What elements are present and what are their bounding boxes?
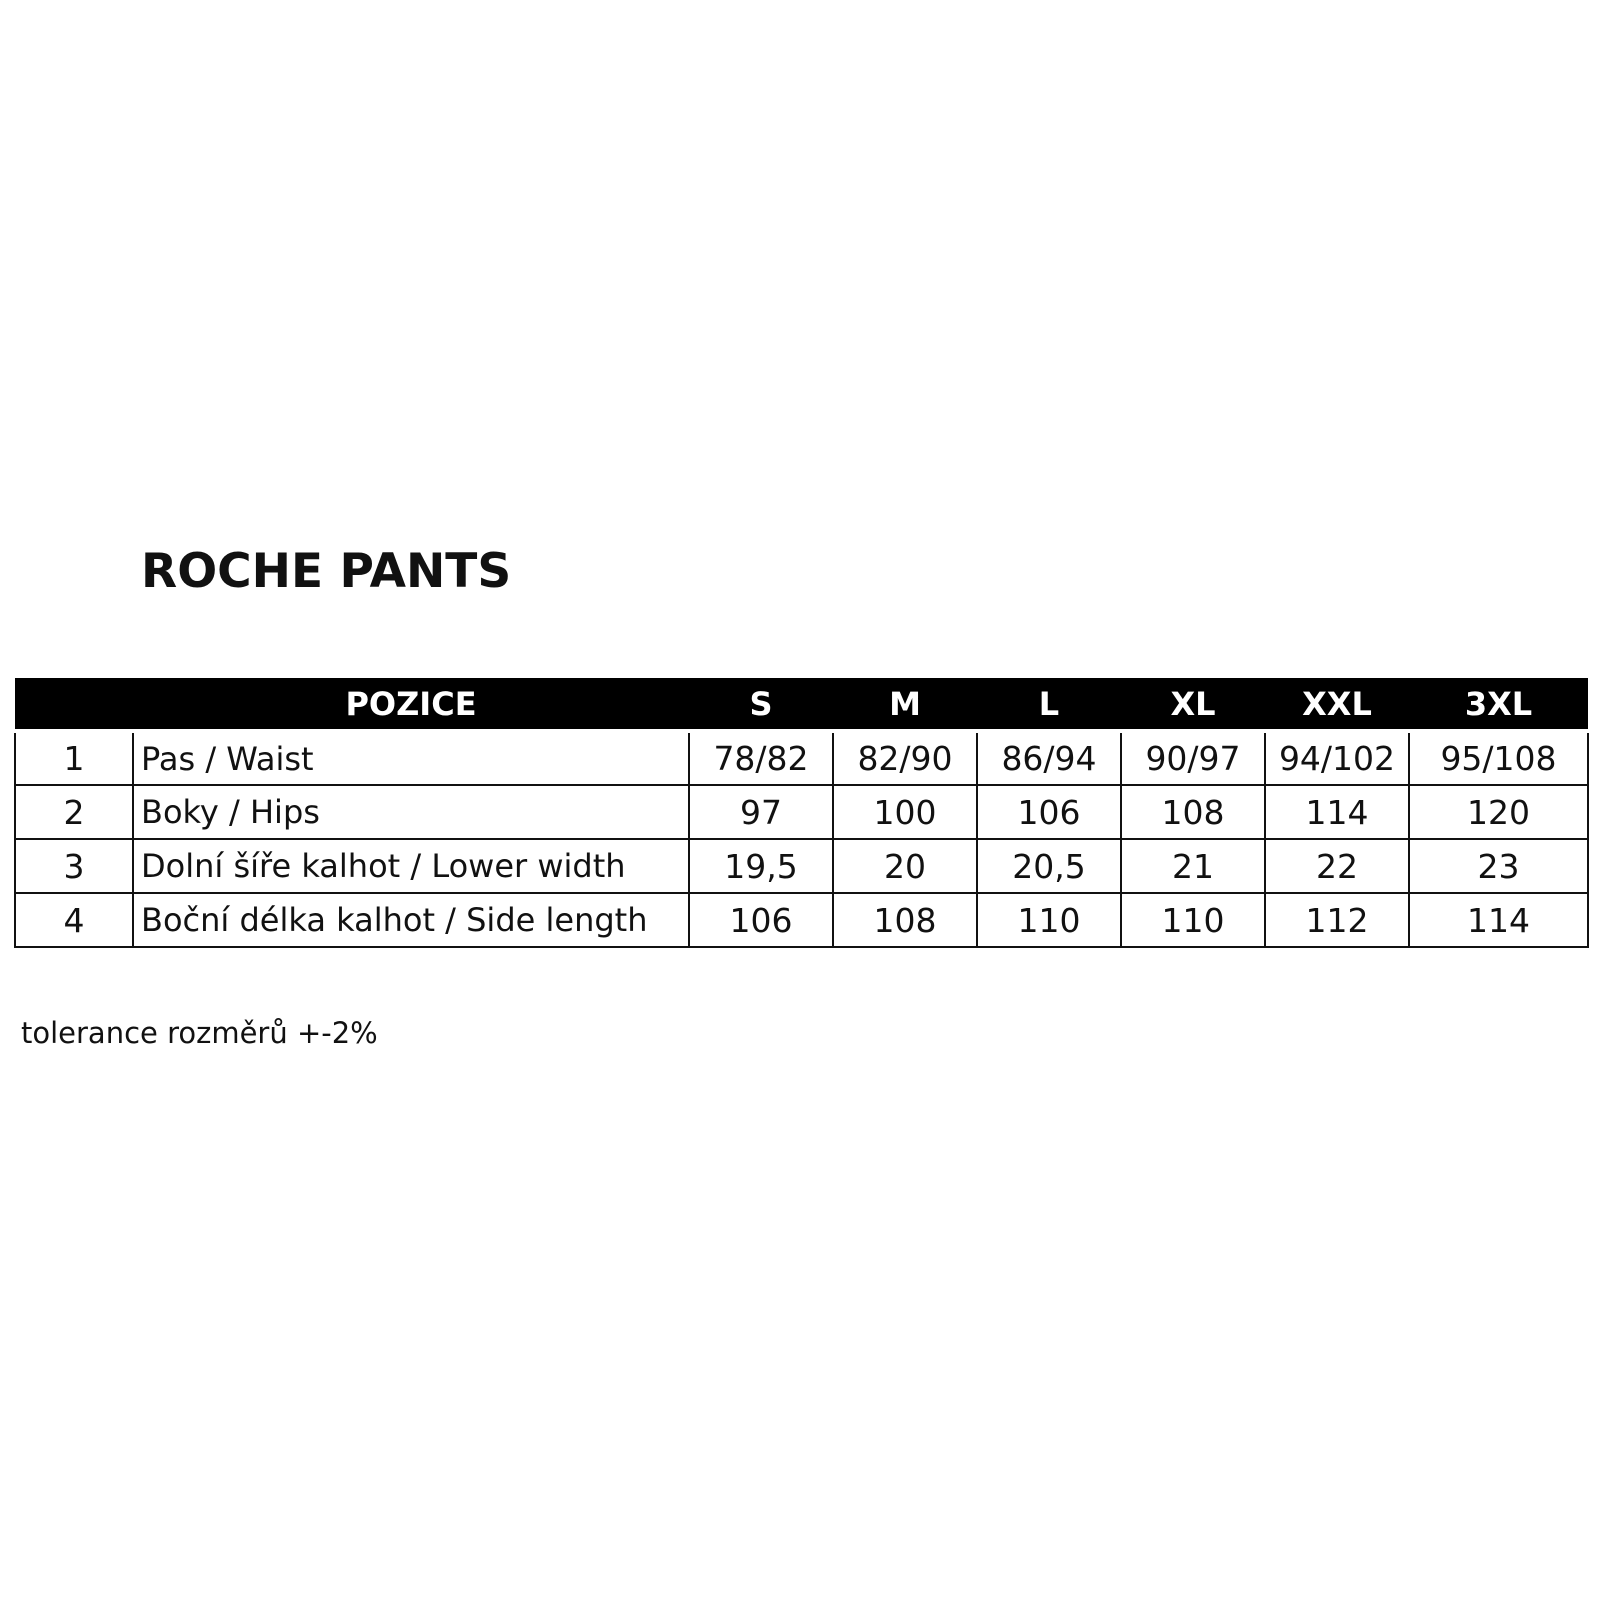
cell-m: 108 xyxy=(833,893,977,947)
cell-s: 78/82 xyxy=(689,731,833,785)
cell-l: 110 xyxy=(977,893,1121,947)
row-position: Boky / Hips xyxy=(133,785,689,839)
table-header-row xyxy=(15,678,1588,731)
header-size-m: M xyxy=(833,678,977,731)
cell-l: 20,5 xyxy=(977,839,1121,893)
table-row xyxy=(15,731,1588,785)
row-number: 4 xyxy=(15,893,133,947)
size-table xyxy=(14,678,1589,948)
cell-l: 86/94 xyxy=(977,731,1121,785)
cell-m: 82/90 xyxy=(833,731,977,785)
cell-xxl: 22 xyxy=(1265,839,1409,893)
cell-xxl: 94/102 xyxy=(1265,731,1409,785)
row-number: 2 xyxy=(15,785,133,839)
header-position: POZICE xyxy=(133,678,689,731)
table-row xyxy=(15,785,1588,839)
cell-xl: 108 xyxy=(1121,785,1265,839)
cell-xxl: 114 xyxy=(1265,785,1409,839)
cell-3xl: 23 xyxy=(1409,839,1588,893)
cell-m: 100 xyxy=(833,785,977,839)
header-size-3xl: 3XL xyxy=(1409,678,1588,731)
header-size-xxl: XXL xyxy=(1265,678,1409,731)
cell-xl: 110 xyxy=(1121,893,1265,947)
cell-l: 106 xyxy=(977,785,1121,839)
table-row xyxy=(15,839,1588,893)
cell-s: 97 xyxy=(689,785,833,839)
row-number: 1 xyxy=(15,731,133,785)
cell-m: 20 xyxy=(833,839,977,893)
table-row xyxy=(15,893,1588,947)
row-position: Boční délka kalhot / Side length xyxy=(133,893,689,947)
header-number xyxy=(15,678,133,731)
cell-xl: 90/97 xyxy=(1121,731,1265,785)
cell-s: 19,5 xyxy=(689,839,833,893)
row-number: 3 xyxy=(15,839,133,893)
cell-s: 106 xyxy=(689,893,833,947)
tolerance-note: tolerance rozměrů +-2% xyxy=(21,1016,378,1050)
header-size-l: L xyxy=(977,678,1121,731)
cell-xl: 21 xyxy=(1121,839,1265,893)
page-title: ROCHE PANTS xyxy=(141,544,512,599)
cell-3xl: 120 xyxy=(1409,785,1588,839)
header-size-xl: XL xyxy=(1121,678,1265,731)
cell-xxl: 112 xyxy=(1265,893,1409,947)
cell-3xl: 114 xyxy=(1409,893,1588,947)
header-size-s: S xyxy=(689,678,833,731)
row-position: Dolní šíře kalhot / Lower width xyxy=(133,839,689,893)
row-position: Pas / Waist xyxy=(133,731,689,785)
cell-3xl: 95/108 xyxy=(1409,731,1588,785)
